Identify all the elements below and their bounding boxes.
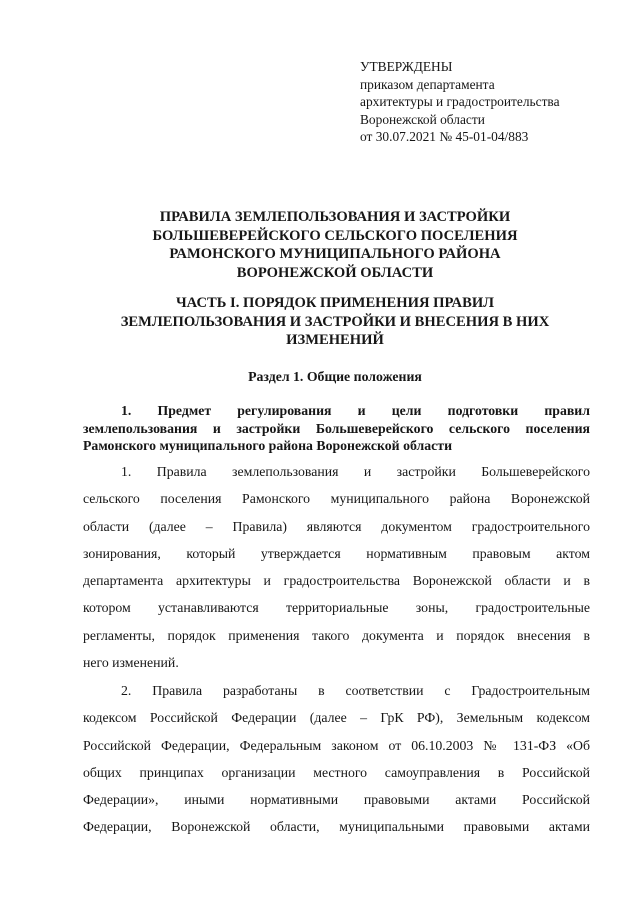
paragraph-line: Федерации», иными нормативными правовыми актами Российской	[83, 792, 590, 808]
paragraph-line: общих принципах организации местного самоуправления в Российской	[83, 764, 590, 780]
document-title-line: ВОРОНЕЖСКОЙ ОБЛАСТИ	[236, 264, 434, 281]
part-title-line: ЗЕМЛЕПОЛЬЗОВАНИЯ И ЗАСТРОЙКИ И ВНЕСЕНИЯ В НИХ	[120, 313, 550, 330]
part-title-line: ИЗМЕНЕНИЙ	[286, 332, 384, 348]
paragraph-line: области (далее – Правила) являются документом градостроительного	[83, 518, 590, 534]
section-heading: Раздел 1. Общие положения	[248, 369, 422, 384]
approval-line: приказом департамента	[360, 76, 495, 92]
approval-line: Воронежской области	[360, 111, 485, 127]
chapter-heading-line: Рамонского муниципального района Воронежской области	[83, 438, 453, 453]
paragraph-line: Российской Федерации, Федеральным законом от 06.10.2003 № 131-ФЗ «Об	[83, 737, 590, 753]
document-title-line: ПРАВИЛА ЗЕМЛЕПОЛЬЗОВАНИЯ И ЗАСТРОЙКИ	[159, 209, 511, 225]
chapter-heading-line: землепользования и застройки Большеверейского сельского поселения	[83, 420, 590, 436]
paragraph-2	[83, 677, 590, 841]
paragraph-line: него изменений.	[83, 655, 179, 671]
paragraph-line: кодексом Российской Федерации (далее – ГрК РФ), Земельным кодексом	[83, 710, 590, 726]
paragraph-line: Федерации, Воронежской области, муниципальными правовыми актами	[83, 819, 590, 835]
approval-stamp	[360, 58, 620, 146]
approval-line: архитектуры и градостроительства	[360, 94, 560, 109]
paragraph-line: сельского поселения Рамонского муниципального района Воронежской	[83, 491, 590, 507]
part-title-line: ЧАСТЬ I. ПОРЯДОК ПРИМЕНЕНИЯ ПРАВИЛ	[175, 295, 495, 311]
paragraph-line: регламенты, порядок применения такого документа и порядок внесения в	[83, 627, 590, 643]
paragraph-line: департамента архитектуры и градостроительства Воронежской области и в	[83, 573, 590, 589]
paragraph-line: 2. Правила разработаны в соответствии с Градостроительным	[121, 683, 590, 698]
document-title-line: РАМОНСКОГО МУНИЦИПАЛЬНОГО РАЙОНА	[169, 246, 501, 262]
paragraph-line: котором устанавливаются территориальные зоны, градостроительные	[83, 600, 590, 616]
part-title	[80, 294, 590, 350]
chapter-heading	[83, 402, 590, 455]
paragraph-1	[83, 458, 590, 676]
document-title-line: БОЛЬШЕВЕРЕЙСКОГО СЕЛЬСКОГО ПОСЕЛЕНИЯ	[152, 227, 518, 244]
document-title	[80, 208, 590, 282]
chapter-heading-line: 1. Предмет регулирования и цели подготовки правил	[121, 403, 590, 418]
approval-date-number: от 30.07.2021 № 45-01-04/883	[360, 129, 529, 144]
paragraph-line: зонирования, который утверждается нормативным правовым актом	[83, 545, 590, 561]
approval-heading: УТВЕРЖДЕНЫ	[360, 59, 453, 74]
paragraph-line: 1. Правила землепользования и застройки Большеверейского	[121, 464, 590, 479]
